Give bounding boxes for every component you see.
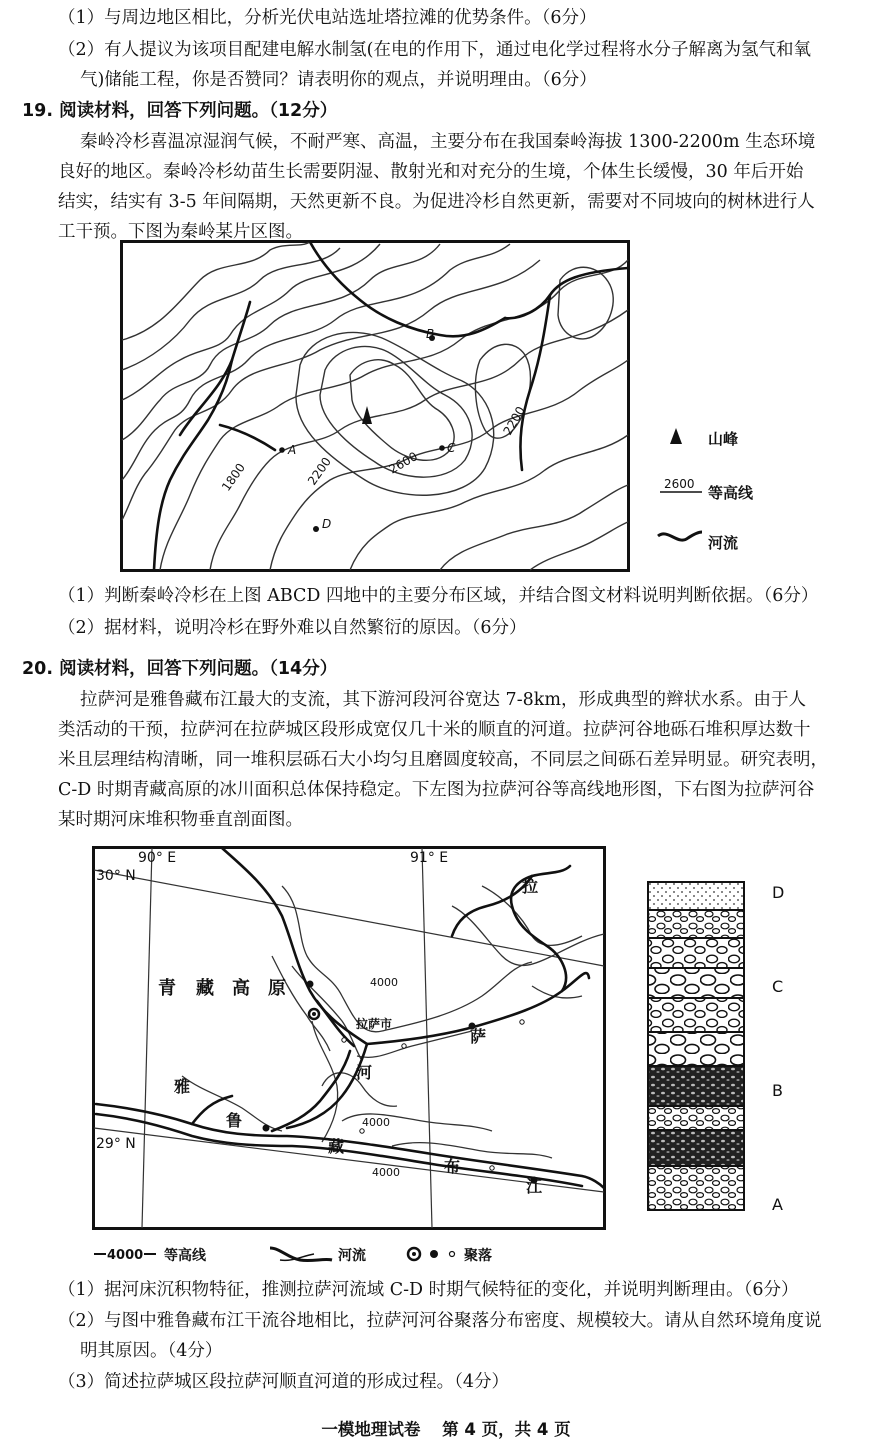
q20-sub1: （1）据河床沉积物特征，推测拉萨河流域 C-D 时期气候特征的变化，并说明判断理由。（6分） bbox=[58, 1280, 799, 1300]
contour-label-1800: 1800 bbox=[218, 460, 248, 494]
q19-para-line2: 良好的地区。秦岭冷杉幼苗生长需要阴湿、散射光和对充分的生境，个体生长缓慢，30 年后开始 bbox=[58, 162, 804, 182]
q20-header: 20. 阅读材料，回答下列问题。（14分） bbox=[22, 659, 338, 679]
river-char-jiang: 江 bbox=[526, 1177, 543, 1196]
q20-sub2-line2: 明其原因。（4分） bbox=[80, 1341, 223, 1361]
footer-title: 一模地理试卷 bbox=[321, 1420, 421, 1439]
river-char-sa: 萨 bbox=[470, 1027, 487, 1046]
q19-para-line4: 工干预。下图为秦岭某片区图。 bbox=[58, 222, 303, 242]
q18-sub2-line1: （2）有人提议为该项目配建电解水制氢(在电的作用下，通过电化学过程将水分子解离为氢气和氧 bbox=[58, 40, 811, 60]
q20-para-line2: 类活动的干预，拉萨河在拉萨城区段形成宽仅几十米的顺直的河道。拉萨河谷地砾石堆积厚达数十 bbox=[58, 720, 811, 740]
river-char-he: 河 bbox=[356, 1063, 373, 1082]
legend-lhasa-contour-label: 等高线 bbox=[164, 1248, 206, 1264]
point-b-label: B bbox=[426, 327, 435, 341]
lat-30n: 30° N bbox=[96, 868, 136, 884]
lat-29n: 29° N bbox=[96, 1136, 136, 1152]
river-char-la: 拉 bbox=[522, 877, 539, 896]
sediment-profile bbox=[640, 874, 810, 1224]
lhasa-contour-label-3: 4000 bbox=[372, 1166, 400, 1179]
q19-legend bbox=[650, 420, 800, 560]
q20-legend bbox=[92, 1240, 652, 1268]
q19-header: 19. 阅读材料，回答下列问题。（12分） bbox=[22, 101, 338, 121]
legend-contour-label: 等高线 bbox=[708, 484, 754, 502]
contour-label-2600: 2600 bbox=[386, 449, 420, 477]
lhasa-city-label: 拉萨市 bbox=[356, 1017, 393, 1031]
profile-label-c: C bbox=[772, 977, 784, 996]
peak-legend-icon bbox=[670, 428, 682, 444]
plateau-char-3: 高 bbox=[232, 978, 250, 999]
footer-page: 第 4 页，共 4 页 bbox=[442, 1420, 571, 1439]
point-a-label: A bbox=[288, 443, 297, 457]
q19-para-line3: 结实，结实有 3-5 年间隔期，天然更新不良。为促进冷杉自然更新，需要对不同坡向的树林进行人 bbox=[58, 192, 815, 212]
lhasa-contour-label-1: 4000 bbox=[370, 976, 398, 989]
lhasa-contour-label-2: 4000 bbox=[362, 1116, 390, 1129]
contour-label-2200a: 2200 bbox=[304, 454, 334, 488]
lhasa-contour-map bbox=[92, 846, 606, 1230]
plateau-char-2: 藏 bbox=[196, 978, 214, 999]
plateau-char-1: 青 bbox=[158, 978, 176, 999]
legend-contour-value: 2600 bbox=[664, 477, 695, 491]
q19-para-line1: 秦岭冷杉喜温凉湿润气候，不耐严寒、高温，主要分布在我国秦岭海拔 1300-2200m 生态环境 bbox=[80, 132, 816, 152]
plateau-char-4: 原 bbox=[268, 978, 286, 999]
profile-label-a: A bbox=[772, 1195, 783, 1214]
page-footer bbox=[0, 1416, 892, 1440]
contour-label-2200b: 2200 bbox=[500, 404, 528, 438]
profile-label-d: D bbox=[772, 883, 785, 902]
point-c-label: C bbox=[447, 441, 456, 455]
legend-peak-label: 山峰 bbox=[708, 430, 739, 448]
q20-para-line5: 某时期河床堆积物垂直剖面图。 bbox=[58, 810, 303, 830]
q19-sub2: （2）据材料，说明冷杉在野外难以自然繁衍的原因。（6分） bbox=[58, 618, 527, 638]
legend-river-label: 河流 bbox=[708, 534, 739, 552]
q18-sub2-line2: 气)储能工程，你是否赞同？请表明你的观点，并说明理由。（6分） bbox=[80, 70, 597, 90]
legend-4000-value: 4000 bbox=[107, 1248, 144, 1263]
lon-91e: 91° E bbox=[410, 850, 449, 866]
q19-sub1: （1）判断秦岭冷杉在上图 ABCD 四地中的主要分布区域，并结合图文材料说明判断依据。（6分） bbox=[58, 586, 819, 606]
river-char-ya: 雅 bbox=[174, 1077, 191, 1096]
q20-sub2-line1: （2）与图中雅鲁藏布江干流谷地相比，拉萨河河谷聚落分布密度、规模较大。请从自然环境角度说 bbox=[58, 1311, 822, 1331]
q20-para-line1: 拉萨河是雅鲁藏布江最大的支流，其下游河段河谷宽达 7-8km，形成典型的辫状水系。由于人 bbox=[80, 690, 806, 710]
q18-sub1: （1）与周边地区相比，分析光伏电站选址塔拉滩的优势条件。（6分） bbox=[58, 8, 597, 28]
river-char-zang: 藏 bbox=[328, 1137, 345, 1156]
q20-sub3: （3）简述拉萨城区段拉萨河顺直河道的形成过程。（4分） bbox=[58, 1372, 510, 1392]
profile-label-b: B bbox=[772, 1081, 783, 1100]
qinling-contour-map bbox=[120, 240, 630, 572]
q20-para-line3: 米且层理结构清晰，同一堆积层砾石大小均匀且磨圆度较高，不同层之间砾石差异明显。研究表明， bbox=[58, 750, 828, 770]
point-d-label: D bbox=[322, 517, 332, 531]
legend-lhasa-river-label: 河流 bbox=[338, 1248, 366, 1264]
lon-90e: 90° E bbox=[138, 850, 177, 866]
q20-para-line4: C-D 时期青藏高原的冰川面积总体保持稳定。下左图为拉萨河谷等高线地形图，下右图为拉萨河谷 bbox=[58, 780, 815, 800]
legend-settlement-label: 聚落 bbox=[464, 1248, 492, 1264]
river-char-bu: 布 bbox=[444, 1157, 461, 1176]
river-char-lu: 鲁 bbox=[226, 1111, 243, 1130]
